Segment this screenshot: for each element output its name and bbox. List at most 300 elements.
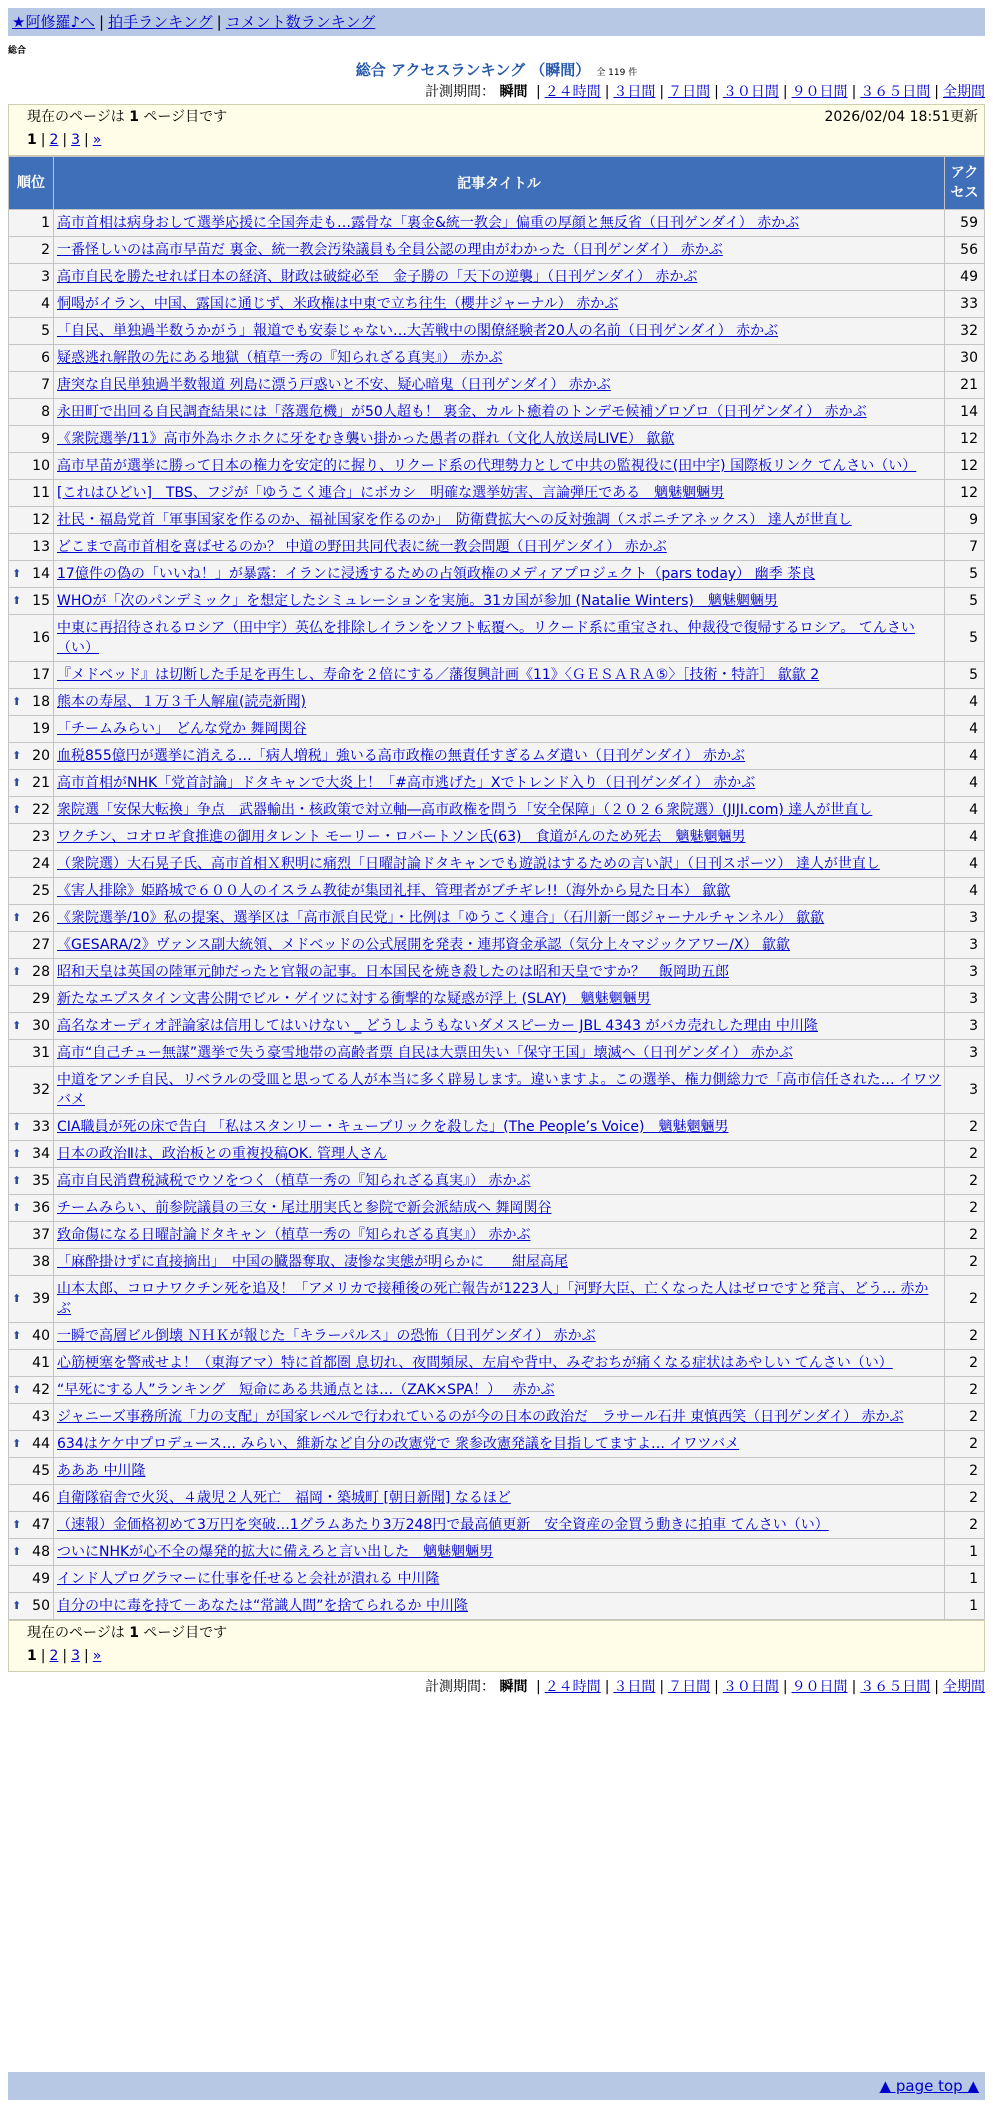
title-cell	[54, 345, 944, 371]
table-row	[9, 615, 984, 661]
article-title-link[interactable]: 一番怪しいのは高市早苗だ 裏金、統一教会汚染議員も全員公認の理由がわかった（日刊ゲンダイ） 赤かぶ	[57, 242, 723, 258]
access-count-cell: 12	[945, 453, 984, 479]
article-title-link[interactable]: （衆院選）大石晃子氏、高市首相Ｘ釈明に痛烈「日曜討論ドタキャンでも遊説はするための言い訳」（日刊スポーツ） 達人が世直し	[57, 856, 880, 872]
title-cell	[54, 318, 944, 344]
ranking-table	[8, 156, 985, 1620]
access-count-cell: 1	[945, 1539, 984, 1565]
rank-number: 12	[32, 512, 50, 528]
article-title-link[interactable]: 「自民、単独過半数うかがう」報道でも安泰じゃない…大苦戦中の閣僚経験者20人の名前（日刊ゲンダイ） 赤かぶ	[57, 323, 779, 339]
table-row	[9, 210, 984, 236]
rank-cell	[9, 1067, 53, 1113]
page-top-link[interactable]: ▲ page top ▲	[879, 2077, 979, 2095]
article-title-link[interactable]: CIA職員が死の床で告白 「私はスタンリー・キューブリックを殺した」(The People’s Voice) 魑魅魍魎男	[57, 1119, 729, 1135]
rank-number: 6	[41, 350, 50, 366]
clap-ranking-link[interactable]: 拍手ランキング	[108, 13, 213, 31]
title-cell	[54, 453, 944, 479]
title-cell	[54, 905, 944, 931]
rank-number: 41	[32, 1355, 50, 1371]
rank-number: 25	[32, 883, 50, 899]
access-count-cell: 12	[945, 426, 984, 452]
pager-status-prefix: 現在のページは	[27, 109, 125, 125]
rank-number: 10	[32, 458, 50, 474]
pager-separator: |	[84, 132, 89, 148]
title-cell	[54, 770, 944, 796]
rank-number: 9	[41, 431, 50, 447]
pager-links	[27, 1645, 978, 1669]
title-cell	[54, 210, 944, 236]
title-cell	[54, 426, 944, 452]
nav-separator: |	[99, 13, 105, 31]
table-row	[9, 689, 984, 715]
rank-cell	[9, 1431, 53, 1457]
title-cell	[54, 264, 944, 290]
period-separator: |	[782, 1679, 788, 1695]
rank-number: 17	[32, 667, 50, 683]
article-title-link[interactable]: ついにNHKが心不全の爆発的拡大に備えろと言い出した 魑魅魍魎男	[57, 1544, 494, 1560]
table-row	[9, 1114, 984, 1140]
title-cell	[54, 1141, 944, 1167]
article-title-link[interactable]: 《害人排除》姫路城で６００人のイスラム教徒が集団礼拝、管理者がブチギレ!!（海外から見た日本） 歙歙	[57, 883, 731, 899]
table-row	[9, 237, 984, 263]
title-cell	[54, 1067, 944, 1113]
pager-page-link[interactable]: 2	[49, 132, 59, 148]
home-link[interactable]: ★阿修羅♪へ	[12, 13, 96, 31]
article-title-link[interactable]: 中道をアンチ自民、リベラルの受皿と思ってる人が本当に多く辟易します。違いますよ。この選挙、権力側総力で「高市信任された… イワツバメ	[57, 1072, 942, 1108]
rank-cell	[9, 1040, 53, 1066]
rank-cell	[9, 716, 53, 742]
title-column-header: 記事タイトル	[54, 157, 944, 209]
access-count-cell: 5	[945, 662, 984, 688]
rank-up-arrow-icon: ⬆	[12, 1518, 22, 1531]
rank-cell	[9, 1539, 53, 1565]
title-cell	[54, 986, 944, 1012]
article-title-link[interactable]: 《GESARA/2》ヴァンス副大統領、メドベッドの公式展開を発表・連邦資金承認（気分上々マジックアワー/X） 歙歙	[57, 937, 790, 953]
rank-cell	[9, 1404, 53, 1430]
rank-cell	[9, 1249, 53, 1275]
article-title-link[interactable]: 心筋梗塞を警戒せよ！（東海アマ）特に首都圏 息切れ、夜間頻尿、左肩や背中、みぞおちが痛くなる症状はあやしい てんさい（い）	[57, 1355, 893, 1371]
rank-cell	[9, 264, 53, 290]
access-count-cell: 14	[945, 399, 984, 425]
title-cell	[54, 878, 944, 904]
period-link[interactable]: 全期間	[943, 1679, 985, 1695]
access-count-cell: 4	[945, 878, 984, 904]
pager-page-link[interactable]: 3	[71, 1648, 81, 1664]
table-row	[9, 1276, 984, 1322]
rank-number: 44	[32, 1436, 50, 1452]
article-title-link[interactable]: 高市自民消費税減税でウソをつく（植草一秀の『知られざる真実』） 赤かぶ	[57, 1173, 531, 1189]
title-cell	[54, 372, 944, 398]
table-row	[9, 1323, 984, 1349]
rank-cell	[9, 1377, 53, 1403]
access-count-cell: 2	[945, 1323, 984, 1349]
rank-number: 35	[32, 1173, 50, 1189]
access-count-cell: 2	[945, 1377, 984, 1403]
period-links	[532, 84, 985, 100]
rank-cell	[9, 1013, 53, 1039]
rank-cell	[9, 345, 53, 371]
access-count-cell: 5	[945, 561, 984, 587]
pager-next-link[interactable]: »	[92, 1648, 102, 1664]
rank-up-arrow-icon: ⬆	[12, 1019, 22, 1032]
rank-cell	[9, 932, 53, 958]
page-container	[8, 8, 985, 1698]
table-row	[9, 399, 984, 425]
rank-number: 15	[32, 593, 50, 609]
access-count-cell: 3	[945, 1040, 984, 1066]
access-count-cell: 12	[945, 480, 984, 506]
access-count-cell: 4	[945, 851, 984, 877]
title-cell	[54, 399, 944, 425]
access-count-cell: 30	[945, 345, 984, 371]
rank-number: 5	[41, 323, 50, 339]
rank-cell	[9, 1512, 53, 1538]
table-row	[9, 345, 984, 371]
article-title-link[interactable]: 高名なオーディオ評論家は信用してはいけない _ どうしようもないダメスピーカー JBL 4343 がバカ売れした理由 中川隆	[57, 1018, 818, 1034]
title-cell	[54, 561, 944, 587]
table-row	[9, 264, 984, 290]
article-title-link[interactable]: 高市首相がNHK「党首討論」ドタキャンで大炎上！「#高市逃げた」Xでトレンド入り（日刊ゲンダイ） 赤かぶ	[57, 775, 756, 791]
article-title-link[interactable]: 17億件の偽の「いいね！」が暴露：イランに浸透するための占領政権のメディアプロジェクト（pars today） 幽季 茶良	[57, 566, 816, 582]
access-count-cell: 49	[945, 264, 984, 290]
pager-separator: |	[62, 1648, 68, 1664]
rank-cell	[9, 905, 53, 931]
rank-cell	[9, 689, 53, 715]
pager-separator: |	[40, 1648, 46, 1664]
rank-number: 37	[32, 1227, 50, 1243]
title-cell	[54, 1168, 944, 1194]
rank-number: 11	[32, 485, 50, 501]
access-count-cell: 3	[945, 932, 984, 958]
article-title-link[interactable]: ジャニーズ事務所流「力の支配」が国家レベルで行われているのが今の日本の政治だ ラサール石井 東慎西笑（日刊ゲンダイ） 赤かぶ	[57, 1409, 904, 1425]
article-title-link[interactable]: 致命傷になる日曜討論ドタキャン（植草一秀の『知られざる真実』） 赤かぶ	[57, 1227, 531, 1243]
article-title-link[interactable]: 高市自民を勝たせれば日本の経済、財政は破綻必至 金子勝の「天下の逆襲」（日刊ゲンダイ） 赤かぶ	[57, 269, 698, 285]
rank-cell	[9, 1114, 53, 1140]
pager-current-page: 1	[27, 132, 37, 148]
article-title-link[interactable]: 高市早苗が選挙に勝って日本の権力を安定的に握り、リクード系の代理勢力として中共の監視役に(田中宇) 国際板リンク てんさい（い）	[57, 458, 917, 474]
period-link[interactable]: ７日間	[668, 1679, 711, 1695]
article-title-link[interactable]: 《衆院選挙/10》私の提案、選挙区は「高市派自民党」・比例は「ゆうこく連合」（石川新一郎ジャーナルチャンネル） 歙歙	[57, 910, 825, 926]
ranking-title: 総合 アクセスランキング （瞬間）	[355, 61, 591, 79]
period-link[interactable]: ３日間	[613, 84, 656, 100]
pager-bottom	[8, 1620, 985, 1672]
article-title-link[interactable]: 自衛隊宿舎で火災、４歳児２人死亡 福岡・築城町 [朝日新聞] なるほど	[57, 1490, 511, 1506]
total-count: 全 119 件	[596, 68, 638, 78]
table-row	[9, 959, 984, 985]
rank-cell	[9, 1458, 53, 1484]
title-cell	[54, 237, 944, 263]
pager-page-link[interactable]: 3	[71, 132, 81, 148]
article-title-link[interactable]: 《衆院選挙/11》高市外為ホクホクに牙をむき襲い掛かった愚者の群れ（文化人放送局LIVE） 歙歙	[57, 431, 675, 447]
period-link[interactable]: ３６５日間	[860, 84, 931, 100]
pager-page-link[interactable]: 2	[49, 1648, 59, 1664]
article-title-link[interactable]: 衆院選「安保大転換」争点 武器輸出・核政策で対立軸―高市政権を問う「安全保障」（２０２６衆院選）(JIJI.com) 達人が世直し	[57, 802, 873, 818]
title-cell	[54, 291, 944, 317]
article-title-link[interactable]: 「麻酔掛けずに直接摘出」 中国の臓器奪取、凄惨な実態が明らかに 紺屋高尾	[57, 1254, 568, 1270]
table-row	[9, 1377, 984, 1403]
article-title-link[interactable]: 中東に再招待されるロシア（田中宇）英仏を排除しイランをソフト転覆へ。リクード系に重宝され、仲裁役で復帰するロシア。 てんさい（い）	[57, 620, 915, 656]
access-count-cell: 5	[945, 615, 984, 661]
period-link[interactable]: 全期間	[943, 84, 985, 100]
pager-status-suffix: ページ目です	[143, 1625, 228, 1641]
title-cell	[54, 1040, 944, 1066]
period-link[interactable]: ３６５日間	[860, 1679, 931, 1695]
article-title-link[interactable]: 山本太郎、コロナワクチン死を追及！「アメリカで接種後の死亡報告が1223人」「河野大臣、亡くなった人はゼロですと発言、どう… 赤かぶ	[57, 1281, 929, 1317]
access-count-cell: 1	[945, 1593, 984, 1619]
access-count-cell: 4	[945, 743, 984, 769]
title-cell	[54, 1377, 944, 1403]
pager-separator: |	[40, 132, 46, 148]
article-title-link[interactable]: 自分の中に毒を持て－あなたは“常識人間”を捨てられるか 中川隆	[57, 1598, 468, 1614]
rank-cell	[9, 480, 53, 506]
rank-cell	[9, 399, 53, 425]
rank-cell	[9, 372, 53, 398]
access-count-cell: 2	[945, 1114, 984, 1140]
rank-cell	[9, 1566, 53, 1592]
rank-cell	[9, 1485, 53, 1511]
rank-number: 36	[32, 1200, 50, 1216]
period-link[interactable]: ９０日間	[791, 84, 848, 100]
title-cell	[54, 615, 944, 661]
rank-number: 30	[32, 1018, 50, 1034]
article-title-link[interactable]: [これはひどい] TBS、フジが「ゆうこく連合」にボカシ 明確な選挙妨害、言論弾圧である 魑魅魍魎男	[57, 485, 725, 501]
rank-number: 18	[32, 694, 50, 710]
rank-cell	[9, 426, 53, 452]
rank-cell	[9, 797, 53, 823]
ranking-heading	[8, 59, 985, 81]
article-title-link[interactable]: ワクチン、コオロギ食推進の御用タレント モーリー・ロバートソン氏(63) 食道がんのため死去 魑魅魍魎男	[57, 829, 746, 845]
title-cell	[54, 1195, 944, 1221]
rank-number: 34	[32, 1146, 50, 1162]
table-row	[9, 662, 984, 688]
rank-up-arrow-icon: ⬆	[12, 1599, 22, 1612]
table-row	[9, 291, 984, 317]
rank-number: 47	[32, 1517, 50, 1533]
access-count-cell: 4	[945, 689, 984, 715]
access-count-cell: 2	[945, 1195, 984, 1221]
rank-cell	[9, 770, 53, 796]
pager-status-page: 1	[129, 109, 139, 125]
pager-status-suffix: ページ目です	[143, 109, 228, 125]
table-row	[9, 1222, 984, 1248]
access-count-cell: 4	[945, 824, 984, 850]
access-count-cell: 3	[945, 1067, 984, 1113]
pager-separator: |	[84, 1648, 89, 1664]
title-cell	[54, 932, 944, 958]
period-link[interactable]: ２４時間	[544, 1679, 601, 1695]
article-title-link[interactable]: あああ 中川隆	[57, 1463, 146, 1479]
rank-cell	[9, 1323, 53, 1349]
footer-bar	[8, 2072, 985, 2100]
pager-separator: |	[62, 132, 68, 148]
article-title-link[interactable]: WHOが「次のパンデミック」を想定したシミュレーションを実施。31カ国が参加 (Natalie Winters) 魑魅魍魎男	[57, 593, 778, 609]
category-label: 総合	[8, 46, 27, 56]
title-cell	[54, 1485, 944, 1511]
access-count-cell: 4	[945, 770, 984, 796]
period-selector-bottom	[8, 1676, 985, 1698]
access-count-cell: 2	[945, 1141, 984, 1167]
table-row	[9, 318, 984, 344]
comment-ranking-link[interactable]: コメント数ランキング	[225, 13, 376, 31]
article-title-link[interactable]: 永田町で出回る自民調査結果には「落選危機」が50人超も！ 裏金、カルト癒着のトンデモ候補ゾロゾロ（日刊ゲンダイ） 赤かぶ	[57, 404, 867, 420]
article-title-link[interactable]: 熊本の寿屋、１万３千人解雇(読売新聞)	[57, 694, 306, 710]
access-count-cell: 4	[945, 716, 984, 742]
article-title-link[interactable]: 「チームみらい」 どんな党か 舞岡関谷	[57, 721, 307, 737]
period-separator: |	[934, 84, 939, 100]
rank-number: 4	[41, 296, 50, 312]
title-cell	[54, 1249, 944, 1275]
rank-number: 45	[32, 1463, 50, 1479]
period-separator: |	[714, 1679, 719, 1695]
title-cell	[54, 1222, 944, 1248]
period-link[interactable]: ３０日間	[722, 1679, 779, 1695]
access-count-cell: 2	[945, 1404, 984, 1430]
table-row	[9, 1067, 984, 1113]
period-link[interactable]: ９０日間	[791, 1679, 848, 1695]
table-row	[9, 905, 984, 931]
period-separator: |	[535, 84, 541, 100]
period-selector-top	[8, 81, 985, 103]
rank-cell	[9, 1350, 53, 1376]
rank-cell	[9, 291, 53, 317]
period-separator: |	[535, 1679, 541, 1695]
article-title-link[interactable]: 社民・福島党首「軍事国家を作るのか、福祉国家を作るのか」 防衛費拡大への反対強調（スポニチアネックス） 達人が世直し	[57, 512, 852, 528]
article-title-link[interactable]: インド人プログラマーに仕事を任せると会社が潰れる 中川隆	[57, 1571, 440, 1587]
pager-status-row	[27, 105, 978, 129]
rank-number: 20	[32, 748, 50, 764]
rank-cell	[9, 1168, 53, 1194]
rank-up-arrow-icon: ⬆	[12, 1329, 22, 1342]
title-cell	[54, 1458, 944, 1484]
article-title-link[interactable]: 高市首相は病身おして選挙応援に全国奔走も…露骨な「裏金&統一教会」偏重の厚顔と無反省（日刊ゲンダイ） 赤かぶ	[57, 215, 800, 231]
rank-up-arrow-icon: ⬆	[12, 911, 22, 924]
rank-number: 40	[32, 1328, 50, 1344]
access-count-cell: 2	[945, 1485, 984, 1511]
table-row	[9, 743, 984, 769]
top-nav-bar	[8, 8, 985, 36]
article-title-link[interactable]: 一瞬で高層ビル倒壊 ＮＨＫが報じた「キラーパルス」の恐怖（日刊ゲンダイ） 赤かぶ	[57, 1328, 596, 1344]
pager-links	[27, 129, 978, 153]
access-count-cell: 4	[945, 797, 984, 823]
pager-next-link[interactable]: »	[92, 132, 102, 148]
period-separator: |	[934, 1679, 939, 1695]
table-row	[9, 1195, 984, 1221]
article-title-link[interactable]: 唐突な自民単独過半数報道 列島に漂う戸惑いと不安、疑心暗鬼（日刊ゲンダイ） 赤かぶ	[57, 377, 611, 393]
rank-number: 50	[32, 1598, 50, 1614]
rank-number: 13	[32, 539, 50, 555]
rank-cell	[9, 561, 53, 587]
table-row	[9, 932, 984, 958]
article-title-link[interactable]: 昭和天皇は英国の陸軍元帥だったと官報の記事。日本国民を焼き殺したのは昭和天皇ですか？ 飯岡助五郎	[57, 964, 729, 980]
period-current: 瞬間	[499, 84, 528, 100]
rank-up-arrow-icon: ⬆	[12, 1383, 22, 1396]
title-cell	[54, 588, 944, 614]
nav-separator: |	[216, 13, 222, 31]
article-title-link[interactable]: 血税855億円が選挙に消える…「病人増税」強いる高市政権の無責任すぎるムダ遣い（日刊ゲンダイ） 赤かぶ	[57, 748, 746, 764]
rank-up-arrow-icon: ⬆	[12, 749, 22, 762]
rank-cell	[9, 959, 53, 985]
article-title-link[interactable]: どこまで高市首相を喜ばせるのか？ 中道の野田共同代表に統一教会問題（日刊ゲンダイ） 赤かぶ	[57, 539, 667, 555]
period-separator: |	[604, 84, 610, 100]
rank-number: 29	[32, 991, 50, 1007]
rank-cell	[9, 986, 53, 1012]
rank-cell	[9, 1195, 53, 1221]
rank-number: 23	[32, 829, 50, 845]
rank-number: 49	[32, 1571, 50, 1587]
title-cell	[54, 534, 944, 560]
article-title-link[interactable]: 疑惑逃れ解散の先にある地獄（植草一秀の『知られざる真実』） 赤かぶ	[57, 350, 503, 366]
period-current: 瞬間	[499, 1679, 528, 1695]
pager-current-page: 1	[27, 1648, 37, 1664]
rank-cell	[9, 878, 53, 904]
article-title-link[interactable]: 恫喝がイラン、中国、露国に通じず、米政権は中東で立ち往生（櫻井ジャーナル） 赤かぶ	[57, 296, 619, 312]
rank-up-arrow-icon: ⬆	[12, 1201, 22, 1214]
rank-number: 42	[32, 1382, 50, 1398]
article-title-link[interactable]: チームみらい、前参院議員の三女・尾辻朋実氏と参院で新会派結成へ 舞岡関谷	[57, 1200, 552, 1216]
period-link[interactable]: ３０日間	[722, 84, 779, 100]
period-separator: |	[851, 84, 857, 100]
table-row	[9, 851, 984, 877]
access-count-cell: 7	[945, 534, 984, 560]
table-row	[9, 1404, 984, 1430]
article-title-link[interactable]: 新たなエプスタイン文書公開でビル・ゲイツに対する衝撃的な疑惑が浮上 (SLAY) 魑魅魍魎男	[57, 991, 651, 1007]
article-title-link[interactable]: 高市“自己チュー無謀”選挙で失う豪雪地帯の高齢者票 自民は大票田失い「保守王国」壊滅へ（日刊ゲンダイ） 赤かぶ	[57, 1045, 793, 1061]
period-links	[532, 1679, 985, 1695]
table-row	[9, 372, 984, 398]
rank-cell	[9, 507, 53, 533]
period-link[interactable]: ７日間	[668, 84, 711, 100]
rank-up-arrow-icon: ⬆	[12, 1545, 22, 1558]
title-cell	[54, 480, 944, 506]
rank-number: 48	[32, 1544, 50, 1560]
rank-number: 33	[32, 1119, 50, 1135]
access-count-cell: 2	[945, 1222, 984, 1248]
access-count-cell: 32	[945, 318, 984, 344]
rank-number: 16	[32, 630, 50, 646]
title-cell	[54, 1350, 944, 1376]
rank-number: 46	[32, 1490, 50, 1506]
rank-up-arrow-icon: ⬆	[12, 776, 22, 789]
table-row	[9, 1431, 984, 1457]
table-row	[9, 1168, 984, 1194]
title-cell	[54, 743, 944, 769]
article-title-link[interactable]: 634はケケ中プロデュース… みらい、維新など自分の改憲党で 衆参改憲発議を目指してますよ… イワツバメ	[57, 1436, 740, 1452]
pager-status-row	[27, 1621, 978, 1645]
access-count-cell: 59	[945, 210, 984, 236]
rank-up-arrow-icon: ⬆	[12, 803, 22, 816]
rank-number: 27	[32, 937, 50, 953]
period-separator: |	[659, 1679, 665, 1695]
table-row	[9, 1485, 984, 1511]
rank-up-arrow-icon: ⬆	[12, 1174, 22, 1187]
period-separator: |	[659, 84, 665, 100]
period-separator: |	[851, 1679, 857, 1695]
title-cell	[54, 797, 944, 823]
rank-number: 2	[41, 242, 50, 258]
article-title-link[interactable]: （速報）金価格初めて3万円を突破…1グラムあたり3万248円で最高値更新 安全資産の金買う動きに拍車 てんさい（い）	[57, 1517, 829, 1533]
table-row	[9, 1013, 984, 1039]
article-title-link[interactable]: “早死にする人”ランキング 短命にある共通点とは…（ZAK×SPA！） 赤かぶ	[57, 1382, 555, 1398]
table-row	[9, 534, 984, 560]
rank-cell	[9, 318, 53, 344]
article-title-link[interactable]: 『メドベッド』は切断した手足を再生し、寿命を２倍にする／藩復興計画《11》〈ＧＥＳＡＲＡ⑤〉［技術・特許］ 歙歙 2	[57, 667, 820, 683]
table-row	[9, 507, 984, 533]
table-row	[9, 1249, 984, 1275]
article-title-link[interactable]: 日本の政治Ⅱは、政治板との重複投稿OK. 管理人さん	[57, 1146, 387, 1162]
pager-status-page: 1	[129, 1625, 139, 1641]
period-link[interactable]: ３日間	[613, 1679, 656, 1695]
access-count-cell: 3	[945, 1013, 984, 1039]
period-link[interactable]: ２４時間	[544, 84, 601, 100]
